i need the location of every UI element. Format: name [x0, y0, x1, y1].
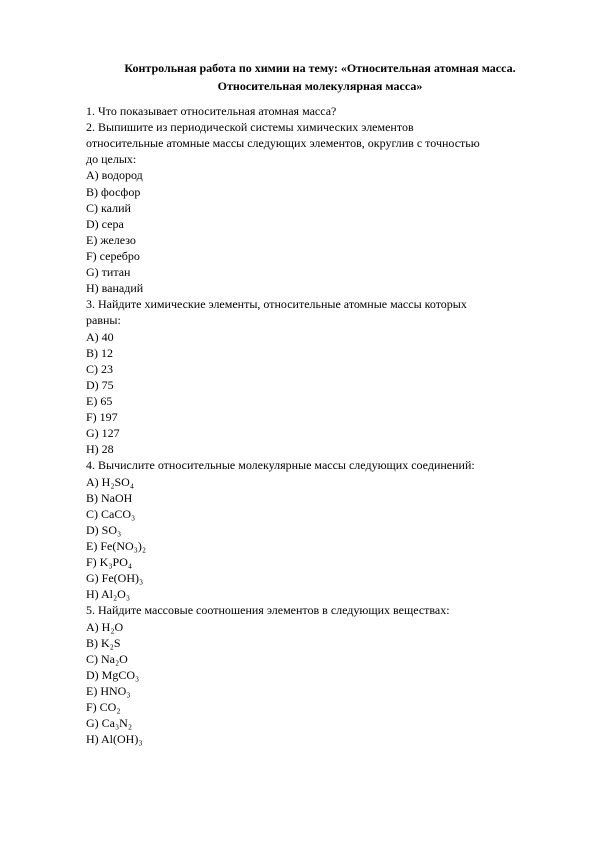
- question-2: 2. Выпишите из периодической системы химических элементов: [86, 120, 414, 135]
- question-3-cont: равны:: [86, 313, 121, 328]
- question-2-cont: до целых:: [86, 152, 137, 167]
- answer-option: E) железо: [86, 232, 136, 247]
- document-body: [86, 103, 556, 747]
- answer-option: B) 12: [86, 345, 113, 360]
- answer-option: G) титан: [86, 265, 131, 280]
- question-1: 1. Что показывает относительная атомная масса?: [86, 104, 337, 118]
- answer-option: C) 23: [86, 361, 113, 376]
- answer-option: G) 127: [86, 426, 120, 441]
- document-title: [80, 59, 560, 95]
- question-3: 3. Найдите химические элементы, относительные атомные массы которых: [86, 297, 467, 312]
- answer-option: H) ванадий: [86, 281, 144, 296]
- answer-option: C) Na₂O: [86, 651, 128, 666]
- answer-option: F) K₃PO₄: [86, 555, 133, 570]
- answer-option: A) H₂SO₄: [86, 474, 135, 489]
- answer-option: B) NaOH: [86, 490, 133, 505]
- answer-option: E) Fe(NO₃)₂: [86, 538, 147, 553]
- answer-option: F) CO₂: [86, 700, 121, 715]
- answer-option: A) водород: [86, 168, 143, 183]
- answer-option: D) 75: [86, 377, 114, 392]
- title-line-2: Относительная молекулярная масса»: [217, 79, 423, 93]
- answer-option: D) MgCO₃: [86, 667, 140, 682]
- answer-option: G) Ca₃N₂: [86, 716, 133, 731]
- answer-option: A) 40: [86, 329, 114, 344]
- title-line-1: Контрольная работа по химии на тему: «Относительная атомная масса.: [124, 61, 516, 75]
- answer-option: E) HNO₃: [86, 683, 131, 698]
- question-4: 4. Вычислите относительные молекулярные массы следующих соединений:: [86, 458, 475, 473]
- question-5: 5. Найдите массовые соотношения элементов в следующих веществах:: [86, 603, 450, 618]
- answer-option: E) 65: [86, 393, 113, 408]
- answer-option: D) сера: [86, 216, 124, 231]
- answer-option: A) H₂O: [86, 619, 124, 634]
- answer-option: H) Al(OH)₃: [86, 732, 143, 747]
- question-2-cont: относительные атомные массы следующих элементов, округлив с точностью: [86, 136, 480, 151]
- answer-option: H) 28: [86, 442, 114, 457]
- answer-option: H) Al₂O₃: [86, 587, 131, 602]
- answer-option: B) фосфор: [86, 184, 141, 199]
- answer-option: C) калий: [86, 200, 131, 215]
- answer-option: C) CaCO₃: [86, 506, 136, 521]
- answer-option: D) SO₃: [86, 522, 122, 537]
- answer-option: G) Fe(OH)₃: [86, 571, 144, 586]
- answer-option: F) серебро: [86, 248, 140, 263]
- answer-option: F) 197: [86, 410, 118, 425]
- answer-option: B) K₂S: [86, 635, 121, 650]
